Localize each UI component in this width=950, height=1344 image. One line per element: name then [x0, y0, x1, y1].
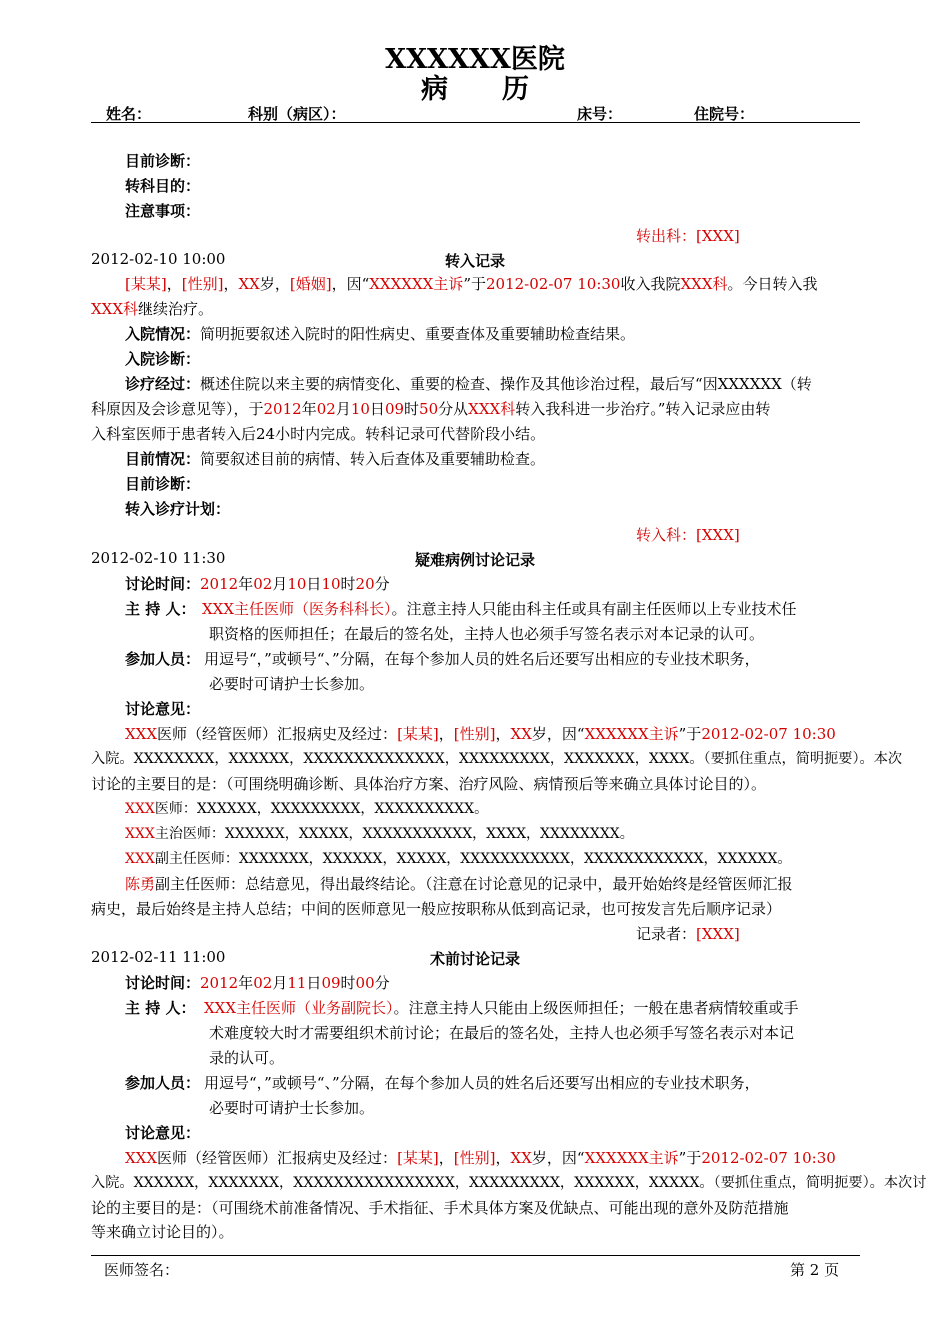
admission-number-label: 住院号：	[694, 105, 755, 123]
preop-discussion-time: 讨论时间：2012年02月11日09时00分	[125, 974, 390, 992]
current-condition: 目前情况：简要叙述目前的病情、转入后查体及重要辅助检查。	[125, 450, 546, 468]
treatment-course-line3: 入科室医师于患者转入后24小时内完成。转科记录可代替阶段小结。	[91, 425, 546, 443]
footer-rule	[91, 1255, 860, 1256]
bed-label: 床号：	[577, 105, 623, 123]
precautions-label: 注意事项：	[125, 202, 201, 220]
difficult-host-label: 主 持 人：	[125, 600, 196, 618]
transfer-purpose-label: 转科目的：	[125, 177, 201, 195]
difficult-opinion-label: 讨论意见：	[125, 700, 201, 718]
treatment-course-line1: 诊疗经过：概述住院以来主要的病情变化、重要的检查、操作及其他诊治过程，最后写“因XXXXXX（转	[125, 375, 812, 393]
preop-title: 术前讨论记录	[429, 950, 520, 968]
difficult-doctor-opinion-2: XXX主治医师：XXXXXX，XXXXX，XXXXXXXXXXX，XXXX，XXXXXXXX。	[125, 826, 634, 842]
transfer-in-paragraph-line1: [某某]，[性别]，XX岁，[婚姻]，因“XXXXXX主诉”于2012-02-07 10:30收入我院XXX科。今日转入我	[125, 275, 818, 293]
preop-host-label: 主 持 人：	[125, 999, 196, 1017]
transfer-in-time: 2012-02-10 10:00	[91, 250, 226, 268]
preop-host-line1: XXX主任医师（业务副院长）。注意主持人只能由上级医师担任；一般在患者病情较重或手	[204, 999, 799, 1017]
difficult-recorder-signature: 记录者：[XXX]	[636, 925, 740, 943]
preop-host-line2: 术难度较大时才需要组织术前讨论；在最后的签名处，主持人也必须手写签名表示对本记	[209, 1024, 795, 1042]
header-rule	[91, 122, 860, 123]
admission-condition: 入院情况：简明扼要叙述入院时的阳性病史、重要查体及重要辅助检查结果。	[125, 325, 636, 343]
preop-opinion-line2: 入院。XXXXXX，XXXXXXX，XXXXXXXXXXXXXXXX，XXXXXXXXX，XXXXXX，XXXXX。（要抓住重点，简明扼要）。本次讨	[91, 1175, 927, 1191]
difficult-opinion-line2: 入院。XXXXXXXX，XXXXXX，XXXXXXXXXXXXXX，XXXXXXXXX，XXXXXXX，XXXX。（要抓住重点，简明扼要）。本次	[91, 751, 903, 767]
difficult-opinion-line3: 讨论的主要目的是：（可围绕明确诊断、具体治疗方案、治疗风险、病情预后等来确立具体讨论目的）。	[91, 775, 767, 793]
difficult-doctor-opinion-1: XXX医师：XXXXXX，XXXXXXXXX，XXXXXXXXXX。	[125, 801, 489, 817]
transfer-in-paragraph-line2: XXX科继续治疗。	[91, 300, 214, 318]
preop-opinion-line4: 等来确立讨论目的）。	[91, 1223, 234, 1241]
difficult-case-time: 2012-02-10 11:30	[91, 549, 226, 567]
hospital-name: XXXXXX医院	[385, 44, 565, 75]
preop-opinion-line3: 论的主要目的是：（可围绕术前准备情况、手术指征、手术具体方案及优缺点、可能出现的意外及防范措施	[91, 1199, 789, 1217]
admission-diagnosis-label: 入院诊断：	[125, 350, 201, 368]
preop-opinion-label: 讨论意见：	[125, 1124, 201, 1142]
difficult-host-line1: XXX主任医师（医务科科长）。注意主持人只能由科主任或具有副主任医师以上专业技术任	[202, 600, 797, 618]
doctor-signature-label: 医师签名：	[104, 1261, 180, 1279]
difficult-doctor-opinion-4: 陈勇副主任医师：总结意见，得出最终结论。（注意在讨论意见的记录中，最开始始终是经管医师汇报	[125, 875, 793, 893]
difficult-case-title: 疑难病例讨论记录	[414, 551, 535, 569]
preop-opinion-line1: XXX医师（经管医师）汇报病史及经过：[某某]，[性别]，XX岁，因“XXXXXX主诉”于2012-02-07 10:30	[125, 1149, 836, 1167]
difficult-doctor-opinion-3: XXX副主任医师：XXXXXXX，XXXXXX，XXXXX，XXXXXXXXXXX，XXXXXXXXXXXX，XXXXXX。	[125, 851, 792, 867]
difficult-host-line2: 职资格的医师担任；在最后的签名处，主持人也必须手写签名表示对本记录的认可。	[209, 625, 765, 643]
preop-time: 2012-02-11 11:00	[91, 948, 226, 966]
dept-label: 科别（病区）：	[248, 105, 346, 123]
current-diagnosis-label-2: 目前诊断：	[125, 475, 201, 493]
difficult-discussion-time: 讨论时间：2012年02月10日10时20分	[125, 575, 390, 593]
transfer-in-title: 转入记录	[444, 252, 505, 270]
page-number: 第 2 页	[790, 1261, 840, 1279]
difficult-opinion-line1: XXX医师（经管医师）汇报病史及经过：[某某]，[性别]，XX岁，因“XXXXXX主诉”于2012-02-07 10:30	[125, 725, 836, 743]
preop-participants-line2: 必要时可请护士长参加。	[209, 1099, 375, 1117]
difficult-participants-line1: 用逗号“，”或顿号“、”分隔，在每个参加人员的姓名后还要写出相应的专业技术职务，	[204, 650, 760, 668]
preop-participants-label: 参加人员：	[125, 1074, 201, 1092]
current-diagnosis-label: 目前诊断：	[125, 152, 201, 170]
difficult-participants-label: 参加人员：	[125, 650, 201, 668]
transfer-in-plan-label: 转入诊疗计划：	[125, 500, 231, 518]
preop-host-line3: 录的认可。	[209, 1049, 285, 1067]
record-type-title: 病 历	[421, 74, 529, 105]
difficult-doctor-opinion-4-cont: 病史，最后始终是主持人总结；中间的医师意见一般应按职称从低到高记录，也可按发言先后顺序记录）	[91, 900, 782, 918]
preop-participants-line1: 用逗号“，”或顿号“、”分隔，在每个参加人员的姓名后还要写出相应的专业技术职务，	[204, 1074, 760, 1092]
transfer-in-signature: 转入科：[XXX]	[636, 526, 740, 544]
treatment-course-line2: 科原因及会诊意见等），于2012年02月10日09时50分从XXX科转入我科进一步治疗。”转入记录应由转	[91, 400, 771, 418]
transfer-out-signature: 转出科：[XXX]	[636, 227, 740, 245]
name-label: 姓名：	[106, 105, 152, 123]
difficult-participants-line2: 必要时可请护士长参加。	[209, 675, 375, 693]
